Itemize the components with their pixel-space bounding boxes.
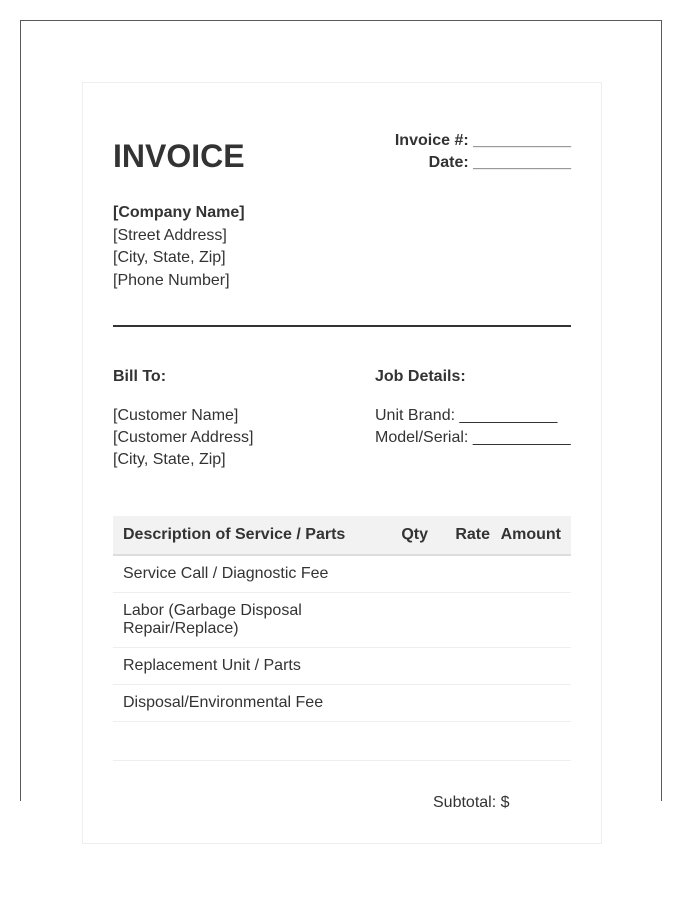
column-header-qty: Qty xyxy=(378,516,428,555)
customer-address: [Customer Address] xyxy=(113,429,254,446)
row-description: Service Call / Diagnostic Fee xyxy=(113,555,378,593)
invoice-title: INVOICE xyxy=(113,138,245,174)
row-qty xyxy=(378,685,428,722)
table-row xyxy=(113,555,571,593)
table-row xyxy=(113,593,571,648)
column-header-rate: Rate xyxy=(428,516,490,555)
row-amount xyxy=(490,722,571,761)
invoice-sheet xyxy=(82,82,602,844)
row-qty xyxy=(378,593,428,648)
company-phone: [Phone Number] xyxy=(113,271,230,289)
row-rate xyxy=(428,555,490,593)
customer-city: [City, State, Zip] xyxy=(113,451,226,468)
row-qty xyxy=(378,722,428,761)
column-header-description: Description of Service / Parts xyxy=(113,516,378,555)
company-city: [City, State, Zip] xyxy=(113,249,226,266)
line-items-table xyxy=(113,516,571,761)
table-row xyxy=(113,648,571,685)
job-details-block xyxy=(375,366,571,449)
header-divider xyxy=(113,325,571,327)
table-header-row xyxy=(113,516,571,555)
bill-to-label: Bill To: xyxy=(113,368,167,385)
row-amount xyxy=(490,593,571,648)
row-description: Replacement Unit / Parts xyxy=(113,648,378,685)
row-description: Labor (Garbage Disposal Repair/Replace) xyxy=(113,593,378,648)
model-serial-field: Model/Serial: ___________ xyxy=(375,429,571,446)
table-row xyxy=(113,722,571,761)
row-rate xyxy=(428,648,490,685)
invoice-date-field: Date: ___________ xyxy=(428,154,571,171)
column-header-amount: Amount xyxy=(490,516,571,555)
invoice-meta xyxy=(395,130,571,174)
row-amount xyxy=(490,685,571,722)
subtotal-label: Subtotal: $ xyxy=(433,794,510,811)
bill-to-block xyxy=(113,366,254,471)
company-street: [Street Address] xyxy=(113,226,227,244)
row-rate xyxy=(428,593,490,648)
customer-name: [Customer Name] xyxy=(113,407,239,424)
table-row xyxy=(113,685,571,722)
company-name: [Company Name] xyxy=(113,204,245,221)
row-qty xyxy=(378,555,428,593)
row-amount xyxy=(490,555,571,593)
row-description: Disposal/Environmental Fee xyxy=(113,685,378,722)
unit-brand-field: Unit Brand: ___________ xyxy=(375,407,558,424)
job-details-label: Job Details: xyxy=(375,368,466,385)
row-rate xyxy=(428,722,490,761)
row-amount xyxy=(490,648,571,685)
document-viewport xyxy=(20,20,662,811)
row-description xyxy=(113,722,378,761)
invoice-number-field: Invoice #: ___________ xyxy=(394,132,571,149)
row-qty xyxy=(378,648,428,685)
company-block xyxy=(113,202,245,292)
row-rate xyxy=(428,685,490,722)
